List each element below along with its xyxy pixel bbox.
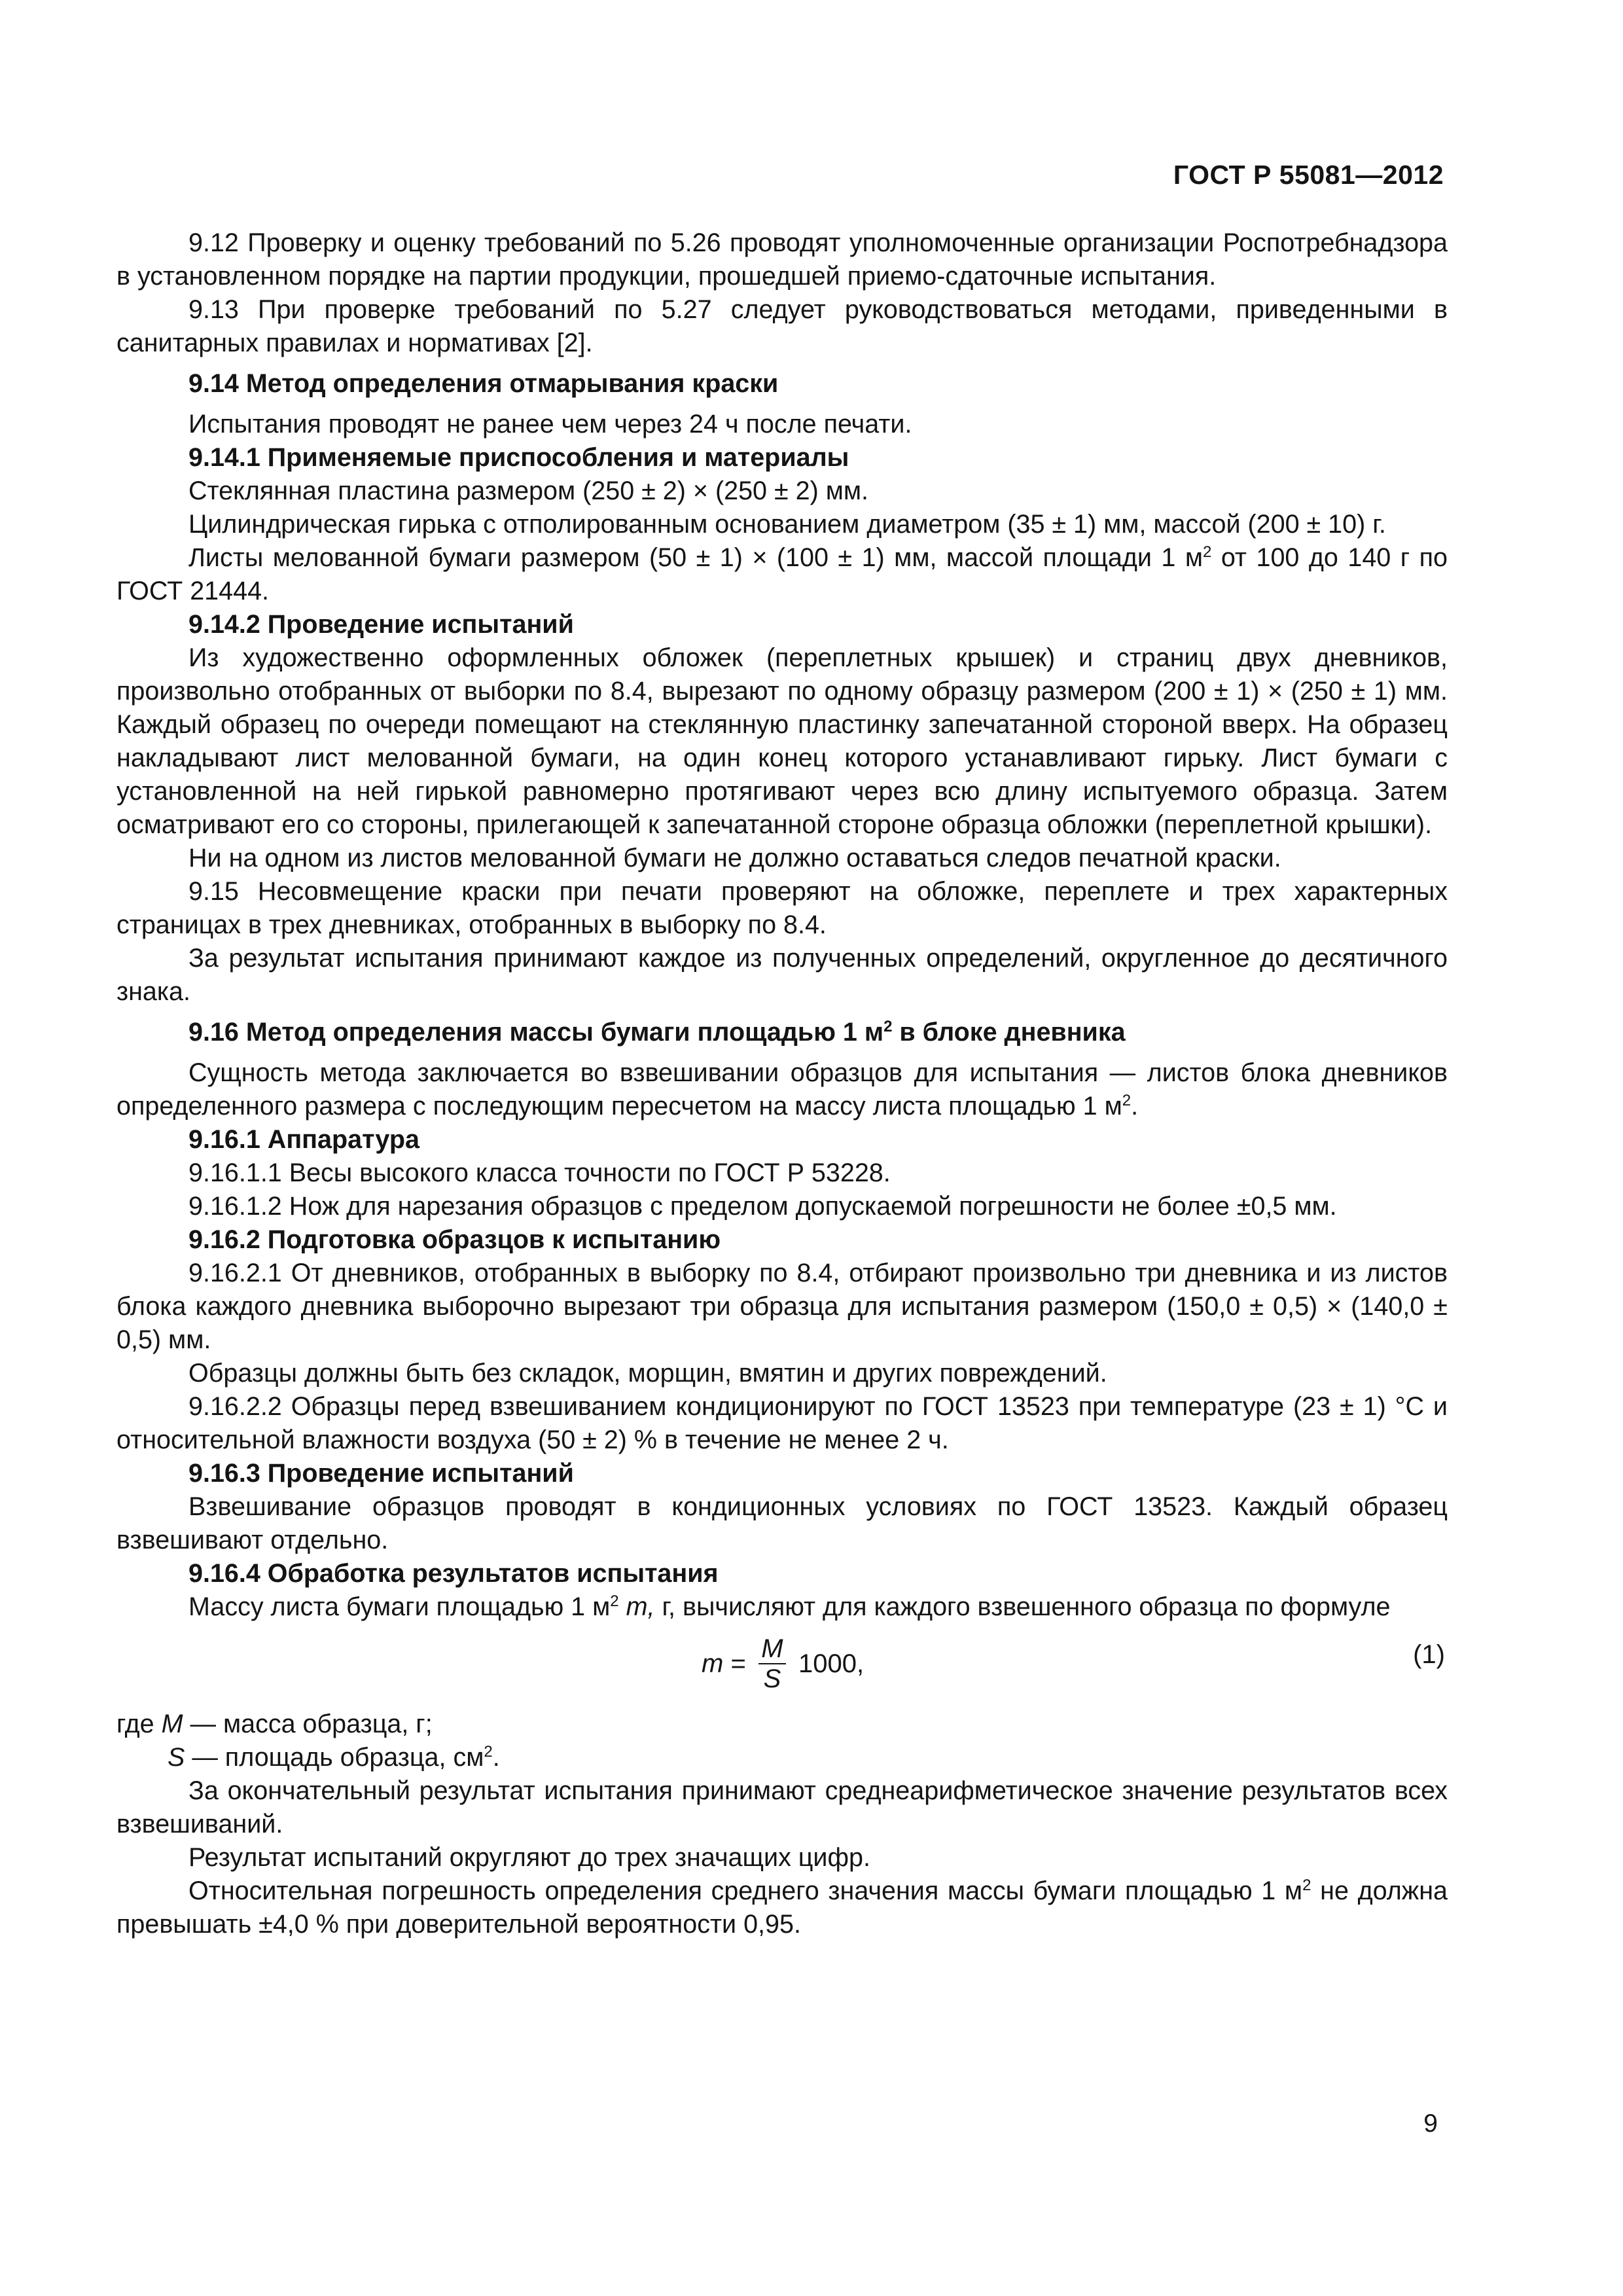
mass-formula bbox=[702, 1634, 864, 1693]
text-segment: г, вычисляют для каждого взвешенного образца по формуле bbox=[654, 1592, 1391, 1621]
text-segment: Листы мелованной бумаги размером (50 ± 1) × (100 ± 1) мм, массой площади 1 м bbox=[188, 543, 1203, 572]
text-segment: 9.16 Метод определения массы бумаги площадью 1 м bbox=[188, 1018, 884, 1047]
formula-block bbox=[116, 1628, 1448, 1701]
superscript: 2 bbox=[1203, 543, 1212, 561]
paragraph-9-16-2-2: 9.16.2.2 Образцы перед взвешиванием кондиционируют по ГОСТ 13523 при температуре (23 ± 1) °С и относительной влажности воздуха (50 ± 2) % в течение не менее 2 ч. bbox=[116, 1392, 1448, 1454]
formula-lhs: m bbox=[702, 1649, 724, 1678]
paragraph-sample-condition: Образцы должны быть без складок, морщин, вмятин и других повреждений. bbox=[188, 1359, 1107, 1388]
paragraph-formula-intro bbox=[116, 1590, 1448, 1624]
legend-mass bbox=[116, 1708, 1448, 1741]
paragraph-weight: Цилиндрическая гирька с отполированным основанием диаметром (35 ± 1) мм, массой (200 ± 10) г. bbox=[188, 510, 1386, 539]
formula-denominator: S bbox=[763, 1664, 781, 1693]
text-segment: . bbox=[492, 1743, 500, 1772]
section-heading-9-14: 9.14 Метод определения отмарывания краски bbox=[188, 369, 779, 398]
subsection-heading-9-16-1: 9.16.1 Аппаратура bbox=[188, 1125, 419, 1154]
paragraph-error bbox=[116, 1874, 1448, 1941]
text-segment: — площадь образца, см bbox=[185, 1743, 484, 1772]
paragraph-9-15: 9.15 Несовмещение краски при печати проверяют на обложке, переплете и трех характерных страницах в трех дневниках, отобранных в выборку по 8.4. bbox=[116, 877, 1448, 939]
text-segment: в блоке дневника bbox=[892, 1018, 1126, 1047]
text-segment: . bbox=[1131, 1092, 1139, 1121]
subsection-heading-9-16-3: 9.16.3 Проведение испытаний bbox=[188, 1459, 574, 1488]
superscript: 2 bbox=[1122, 1091, 1132, 1109]
paragraph-9-16-essence bbox=[116, 1056, 1448, 1123]
subsection-heading-9-14-1: 9.14.1 Применяемые приспособления и материалы bbox=[188, 443, 849, 472]
paragraph-9-16-1-1: 9.16.1.1 Весы высокого класса точности по ГОСТ Р 53228. bbox=[188, 1158, 891, 1187]
section-heading-9-16 bbox=[116, 1016, 1448, 1049]
superscript: 2 bbox=[610, 1592, 619, 1610]
text-segment: где bbox=[116, 1710, 162, 1738]
paragraph-coated-paper bbox=[116, 541, 1448, 608]
formula-number: (1) bbox=[1413, 1640, 1445, 1669]
superscript: 2 bbox=[1302, 1876, 1311, 1894]
formula-factor: 1000, bbox=[791, 1649, 865, 1678]
paragraph-9-14-intro: Испытания проводят не ранее чем через 24 ч после печати. bbox=[188, 410, 912, 439]
superscript: 2 bbox=[883, 1017, 893, 1035]
paragraph-9-16-2-1: 9.16.2.1 От дневников, отобранных в выборку по 8.4, отбирают произвольно три дневника и из листов блока каждого дневника выборочно вырезают три образца для испытания размером (150,0 ± 0,5) × (140,0 ± 0,5) мм. bbox=[116, 1259, 1448, 1354]
paragraph-test-procedure: Из художественно оформленных обложек (переплетных крышек) и страниц двух дневников, произвольно отобранных от выборки по 8.4, вырезают по одному образцу размером (200 ± 1) × (250 ± 1) мм. Каждый образец по очереди помещают на стеклянную пластинку запечатанной стороной вверх. На образец накладывают лист мелованной бумаги, на один конец которого устанавливают гирьку. Лист бумаги с установленной на ней гирькой равномерно протягивают через всю длину испытуемого образца. Затем осматривают его со стороны, прилегающей к запечатанной стороне образца обложки (переплетной крышки). bbox=[116, 643, 1448, 839]
paragraph-rounding: Результат испытаний округляют до трех значащих цифр. bbox=[188, 1843, 870, 1872]
paragraph-weighing: Взвешивание образцов проводят в кондиционных условиях по ГОСТ 13523. Каждый образец взвешивают отдельно. bbox=[116, 1492, 1448, 1554]
paragraph-9-13: 9.13 При проверке требований по 5.27 следует руководствоваться методами, приведенными в санитарных правилах и нормативах [2]. bbox=[116, 295, 1448, 357]
formula-fraction bbox=[758, 1634, 786, 1693]
formula-numerator: M bbox=[761, 1634, 783, 1663]
text-segment: — масса образца, г; bbox=[183, 1710, 433, 1738]
variable-m: m, bbox=[618, 1592, 655, 1621]
paragraph-test-criterion: Ни на одном из листов мелованной бумаги не должно оставаться следов печатной краски. bbox=[188, 844, 1281, 872]
document-header: ГОСТ Р 55081—2012 bbox=[1173, 160, 1444, 190]
paragraph-9-15-result: За результат испытания принимают каждое из полученных определений, округленное до десятичного знака. bbox=[116, 944, 1448, 1006]
page-number: 9 bbox=[1423, 2109, 1438, 2138]
legend-area bbox=[116, 1741, 1448, 1774]
formula-equals: = bbox=[723, 1649, 753, 1678]
text-segment: Массу листа бумаги площадью 1 м bbox=[188, 1592, 611, 1621]
paragraph-final-result: За окончательный результат испытания принимают среднеарифметическое значение результатов всех взвешиваний. bbox=[116, 1776, 1448, 1839]
subsection-heading-9-14-2: 9.14.2 Проведение испытаний bbox=[188, 610, 574, 639]
text-segment: Сущность метода заключается во взвешивании образцов для испытания — листов блока дневников определенного размера с последующим пересчетом на массу листа площадью 1 м bbox=[116, 1058, 1448, 1121]
text-segment: от 100 до 140 г по ГОСТ 21444. bbox=[116, 543, 1448, 605]
subsection-heading-9-16-4: 9.16.4 Обработка результатов испытания bbox=[188, 1559, 719, 1588]
document-body bbox=[116, 226, 1448, 1941]
paragraph-9-12: 9.12 Проверку и оценку требований по 5.26 проводят уполномоченные организации Роспотребнадзора в установленном порядке на партии продукции, прошедшей приемо-сдаточные испытания. bbox=[116, 228, 1448, 291]
superscript: 2 bbox=[484, 1742, 493, 1761]
paragraph-9-16-1-2: 9.16.1.2 Нож для нарезания образцов с пределом допускаемой погрешности не более ±0,5 мм. bbox=[188, 1192, 1337, 1221]
paragraph-glass-plate: Стеклянная пластина размером (250 ± 2) × (250 ± 2) мм. bbox=[188, 476, 869, 505]
subsection-heading-9-16-2: 9.16.2 Подготовка образцов к испытанию bbox=[188, 1225, 721, 1254]
text-segment: Относительная погрешность определения среднего значения массы бумаги площадью 1 м bbox=[188, 1876, 1303, 1905]
text-segment: не должна превышать ±4,0 % при доверительной вероятности 0,95. bbox=[116, 1876, 1448, 1939]
variable-M: М bbox=[161, 1710, 183, 1738]
variable-S: S bbox=[168, 1743, 185, 1772]
